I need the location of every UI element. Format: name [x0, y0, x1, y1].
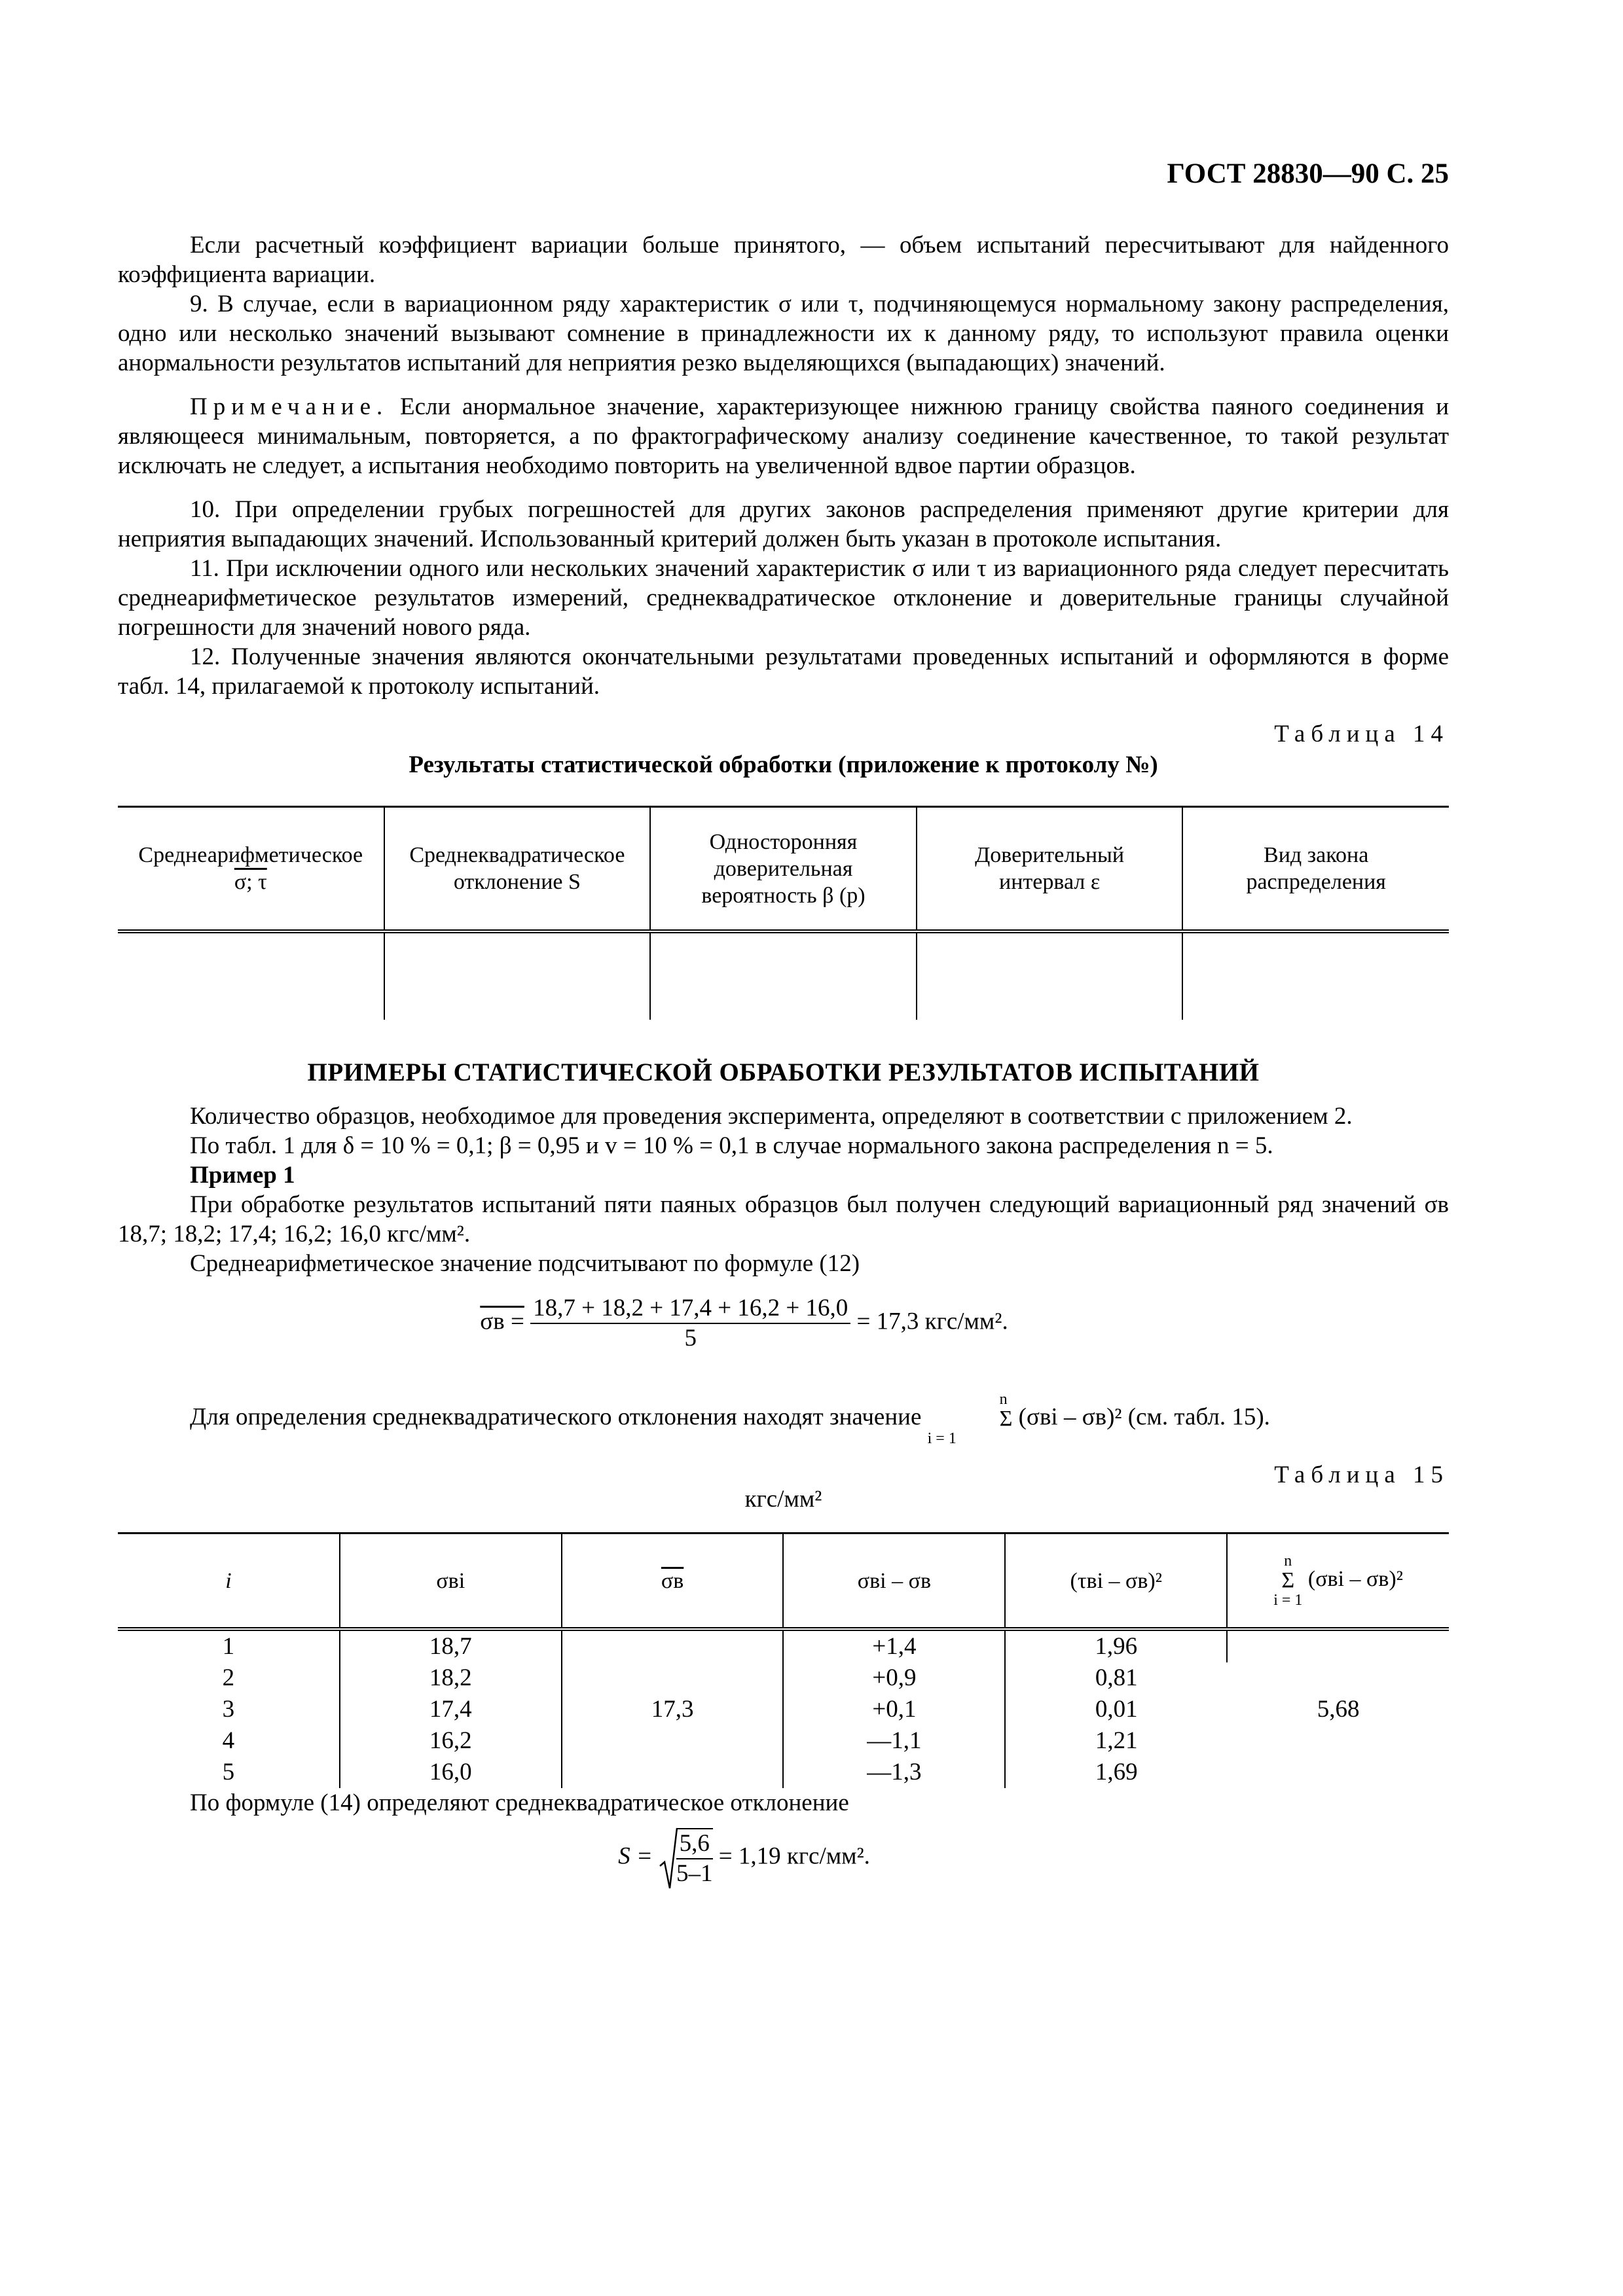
- table14-header-probability: Односторонняя доверительная вероятность β (p): [650, 807, 917, 932]
- note-label: Примечание.: [190, 393, 389, 420]
- paragraph: Количество образцов, необходимое для проведения эксперимента, определяют в соответствии с приложением 2.: [190, 1103, 1353, 1130]
- table15-unit: кгс/мм²: [744, 1486, 822, 1513]
- page-header: ГОСТ 28830—90 С. 25: [1167, 158, 1449, 189]
- table14-header-mean: Среднеарифметическое σ; τ: [118, 807, 384, 932]
- sqrt-symbol: [659, 1827, 678, 1890]
- note: [118, 392, 1449, 480]
- table15-sum-cell: 5,68: [1317, 1696, 1360, 1723]
- table15-mean-cell: 17,3: [562, 1629, 784, 1788]
- sum-symbol: n Σ i = 1: [927, 1391, 1013, 1447]
- formula-std-rhs: = 1,19 кгс/мм².: [718, 1842, 870, 1870]
- table15-header-diff-sq: (τвi – σв)²: [1005, 1534, 1227, 1630]
- paragraph: По формуле (14) определяют среднеквадратическое отклонение: [190, 1789, 849, 1816]
- table14-header-std: Среднеквадратическое отклонение S: [384, 807, 651, 932]
- table14: [118, 806, 1449, 1020]
- table14-header-row: [118, 807, 1449, 932]
- table-row: 2 18,2 +0,9 0,81: [118, 1662, 1449, 1694]
- table14-header-law: Вид закона распределения: [1246, 843, 1386, 894]
- formula-std-lhs: S =: [618, 1842, 653, 1870]
- paragraph: По табл. 1 для δ = 10 % = 0,1; β = 0,95 и v = 10 % = 0,1 в случае нормального закона распределения n = 5.: [190, 1132, 1273, 1159]
- paragraph: 9. В случае, если в вариационном ряду характеристик σ или τ, подчиняющемуся нормальному закону распределения, одно или несколько значений вызывают сомнение в принадлежности их к данному ряду, то используют правила оценки анормальности результатов испытаний для неприятия резко выделяющихся (выпадающих) значений.: [118, 291, 1449, 376]
- table-row: 3 17,4 +0,1 0,01: [118, 1694, 1449, 1725]
- table14-title: Результаты статистической обработки (приложение к протоколу №): [409, 751, 1158, 778]
- table15-header-row: [118, 1534, 1449, 1630]
- paragraph-sum: Для определения среднеквадратического отклонения находят значение n Σ i = 1 (σвi – σв)² (см. табл. 15).: [190, 1391, 1270, 1447]
- formula-std: [39, 1827, 1449, 1890]
- paragraph: 12. Полученные значения являются окончательными результатами проведенных испытаний и оформляются в форме табл. 14, прилагаемой к протоколу испытаний.: [118, 643, 1449, 700]
- formula-std-fraction: $\frac{5,6}{5-1}$: [676, 1828, 713, 1888]
- table-row: 1 18,7 17,3 +1,4 1,96 5,68: [118, 1629, 1449, 1662]
- table15: [118, 1532, 1449, 1788]
- formula-lhs: σв =: [480, 1308, 524, 1335]
- table15-label: Таблица 15: [1274, 1462, 1449, 1488]
- formula-rhs: = 17,3 кгс/мм².: [856, 1308, 1008, 1335]
- table-row: [118, 931, 1449, 1020]
- paragraph: Среднеарифметическое значение подсчитывают по формуле (12): [190, 1250, 860, 1277]
- table15-header-i: i: [118, 1534, 340, 1630]
- paragraph: При обработке результатов испытаний пяти паяных образцов был получен следующий вариационный ряд значений σв 18,7; 18,2; 17,4; 16,2; 16,0 кгс/мм².: [118, 1191, 1449, 1247]
- document-body: [118, 230, 1449, 1890]
- formula-mean: [39, 1294, 1449, 1353]
- section-title: ПРИМЕРЫ СТАТИСТИЧЕСКОЙ ОБРАБОТКИ РЕЗУЛЬТАТОВ ИСПЫТАНИЙ: [307, 1058, 1260, 1086]
- table14-label: Таблица 14: [1274, 721, 1449, 747]
- table15-header-mean: σв: [562, 1534, 784, 1630]
- table15-header-sum: n Σ i = 1 (σвi – σв)²: [1273, 1552, 1403, 1609]
- paragraph: 11. При исключении одного или нескольких значений характеристик σ или τ из вариационного ряда следует пересчитать среднеарифметическое результатов измерений, среднеквадратическое отклонение и доверительные границы случайной погрешности для значений нового ряда.: [118, 555, 1449, 641]
- table15-header-diff: σвi – σв: [783, 1534, 1005, 1630]
- paragraph: 10. При определении грубых погрешностей для других законов распределения применяют другие критерии для неприятия выпадающих значений. Использованный критерий должен быть указан в протоколе испытания.: [118, 496, 1449, 552]
- formula-fraction: $\frac{18,7 + 18,2 + 17,4 + 16,2 + 16,0}{5}$: [530, 1294, 850, 1353]
- note-text: Если анормальное значение, характеризующее нижнюю границу свойства паяного соединения и являющееся минимальным, повторяется, а по фрактографическому анализу соединение качественное, то такой результат исключать не следует, а испытания необходимо повторить на увеличенной вдвое партии образцов.: [118, 393, 1449, 479]
- example-label: Пример 1: [190, 1162, 295, 1189]
- table14-header-interval: Доверительный интервал ε: [917, 807, 1183, 932]
- table-row: 5 16,0 —1,3 1,69: [118, 1757, 1449, 1788]
- paragraph: Если расчетный коэффициент вариации больше принятого, — объем испытаний пересчитывают для найденного коэффициента вариации.: [118, 232, 1449, 288]
- table-row: 4 16,2 —1,1 1,21: [118, 1725, 1449, 1757]
- table15-header-sigma: σвi: [340, 1534, 562, 1630]
